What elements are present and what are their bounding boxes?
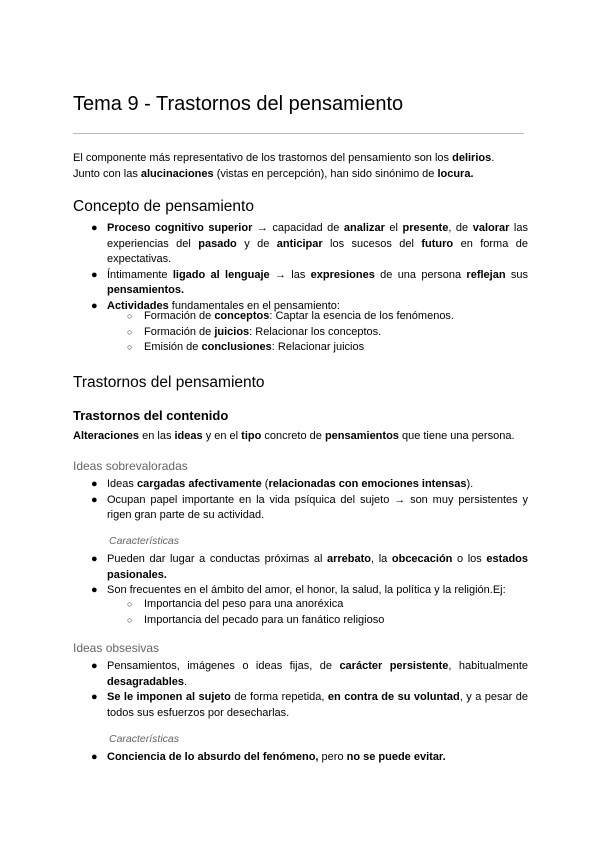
text: Son frecuentes en el ámbito del amor, el honor, la salud, la política y la religión.Ej:	[107, 584, 506, 596]
text: Junto con las	[73, 167, 141, 180]
list-item	[91, 659, 528, 690]
text: , habitualmente	[448, 660, 529, 672]
concepto-list	[91, 221, 528, 314]
text: Proceso cognitivo superior	[107, 222, 253, 234]
text: Ideas	[107, 478, 137, 490]
page-title: Tema 9 - Trastornos del pensamiento	[73, 93, 404, 115]
text: las experiencias del	[107, 222, 528, 250]
list-item	[91, 552, 528, 583]
text: de una persona	[374, 268, 467, 281]
subsection-heading-contenido: Trastornos del contenido	[73, 408, 229, 423]
text: Conciencia de lo absurdo del fenómeno,	[107, 751, 319, 763]
text: → las	[269, 268, 311, 281]
text: locura.	[437, 167, 474, 180]
text: juicios	[214, 325, 250, 338]
list-item	[91, 477, 528, 493]
text: Importancia del peso para una anoréxica	[144, 598, 344, 610]
text: valorar	[472, 222, 510, 234]
text: ideas	[174, 430, 203, 442]
text: ).	[466, 478, 474, 490]
text: delirios	[452, 152, 492, 164]
text: (vistas en percepción), han sido sinónimo de	[213, 167, 438, 180]
text: pero	[318, 751, 347, 763]
bullet-circle-icon: ○	[127, 342, 133, 352]
text: que tiene una persona.	[398, 430, 515, 442]
text: estados pasionales.	[107, 553, 528, 581]
text: El componente más representativo de los trastornos del pensamiento son los	[73, 152, 453, 164]
text: y de	[236, 237, 277, 250]
text: no se puede evitar.	[346, 751, 446, 763]
list-item	[127, 613, 527, 629]
sobrevaloradas-list	[91, 477, 528, 524]
text: tipo	[241, 430, 262, 442]
section-heading-trastornos: Trastornos del pensamiento	[73, 374, 265, 391]
text: ligado al lenguaje	[172, 268, 270, 281]
text: reflejan	[466, 268, 506, 281]
text: Pensamientos, imágenes o ideas fijas, de	[107, 660, 340, 672]
text: desagradables	[107, 675, 185, 688]
text: de forma repetida,	[230, 691, 328, 703]
text: arrebato	[327, 553, 372, 565]
text: en contra de su voluntad	[327, 691, 460, 703]
bullet-disc-icon: ●	[91, 691, 98, 703]
text: Emisión de	[144, 341, 202, 353]
list-item	[91, 493, 528, 524]
bullet-disc-icon: ●	[91, 660, 98, 672]
text: obcecación	[391, 553, 453, 565]
text: : Captar la esencia de los fenómenos.	[269, 310, 454, 322]
text: pensamientos	[324, 430, 399, 442]
obsesivas-list	[91, 659, 528, 721]
contenido-paragraph	[73, 429, 528, 445]
text: Formación de	[144, 310, 215, 322]
bullet-disc-icon: ●	[91, 493, 98, 506]
text: sus	[505, 268, 528, 281]
bullet-disc-icon: ●	[91, 478, 98, 490]
text: Alteraciones	[73, 430, 140, 442]
concepto-sublist	[127, 309, 527, 356]
text: , la	[371, 553, 392, 565]
bullet-circle-icon: ○	[127, 311, 133, 321]
text: conclusiones	[201, 341, 272, 353]
text: carácter persistente	[339, 660, 449, 672]
text: o los	[452, 553, 487, 565]
subsubsection-heading-sobrevaloradas: Ideas sobrevaloradas	[73, 459, 188, 473]
text: y en el	[202, 430, 242, 442]
text: (	[261, 478, 269, 490]
text: : Relacionar juicios	[271, 341, 365, 353]
bullet-disc-icon: ●	[91, 222, 98, 234]
list-item	[127, 597, 527, 613]
text: en las	[139, 430, 175, 442]
text: Íntimamente	[107, 268, 173, 281]
text: en forma de expectativas.	[107, 237, 528, 265]
text: Formación de	[144, 325, 215, 338]
text: , de	[448, 222, 473, 234]
bullet-disc-icon: ●	[91, 299, 98, 312]
section-heading-concepto: Concepto de pensamiento	[73, 198, 254, 215]
text: : Relacionar los conceptos.	[249, 325, 382, 338]
subsubsection-heading-obsesivas: Ideas obsesivas	[73, 641, 160, 655]
text: analizar	[343, 222, 385, 234]
list-item	[127, 340, 527, 356]
text: relacionadas con emociones intensas	[268, 478, 467, 490]
bullet-circle-icon: ○	[127, 326, 133, 337]
obsesivas-caracteristicas-list	[91, 750, 528, 766]
sobrevaloradas-sublist	[127, 597, 527, 628]
text: concreto de	[261, 430, 325, 442]
list-item	[91, 750, 528, 766]
bullet-disc-icon: ●	[91, 268, 98, 281]
text: futuro	[421, 237, 454, 250]
text: pasado	[198, 237, 237, 250]
text: el	[384, 222, 403, 234]
caracteristicas-heading: Características	[109, 733, 180, 745]
text: alucinaciones	[140, 167, 214, 180]
text: → capacidad de	[252, 222, 344, 234]
text: .	[491, 152, 495, 164]
text: expresiones	[310, 268, 375, 281]
text: anticipar	[276, 237, 323, 250]
list-item	[91, 221, 528, 268]
text: Se le imponen al sujeto	[107, 691, 231, 703]
list-item	[127, 325, 527, 341]
intro-paragraph	[73, 151, 528, 182]
bullet-disc-icon: ●	[91, 584, 98, 596]
text: , y a pesar de todos sus esfuerzos por desecharlas.	[107, 691, 528, 719]
text: presente	[402, 222, 449, 234]
caracteristicas-heading: Características	[109, 535, 180, 547]
list-item	[127, 309, 527, 325]
text: Importancia del pecado para un fanático religioso	[144, 613, 385, 626]
text: Actividades	[107, 299, 169, 312]
list-item	[91, 268, 528, 299]
list-item	[91, 690, 528, 721]
text: .	[184, 675, 188, 688]
bullet-disc-icon: ●	[91, 553, 98, 565]
title-divider	[73, 133, 524, 134]
text: pensamientos.	[107, 284, 185, 296]
text: fundamentales en el pensamiento:	[168, 299, 340, 312]
text: Ocupan papel importante en la vida psíquica del sujeto → son muy persistentes y rigen gran parte de su actividad.	[107, 493, 528, 521]
text: cargadas afectivamente	[136, 478, 262, 490]
bullet-circle-icon: ○	[127, 614, 133, 625]
bullet-disc-icon: ●	[91, 751, 98, 763]
text: los sucesos del	[322, 237, 422, 250]
text: conceptos	[214, 310, 270, 322]
text: Pueden dar lugar a conductas próximas al	[107, 553, 327, 565]
bullet-circle-icon: ○	[127, 599, 133, 609]
sobrevaloradas-caracteristicas-list	[91, 552, 528, 599]
